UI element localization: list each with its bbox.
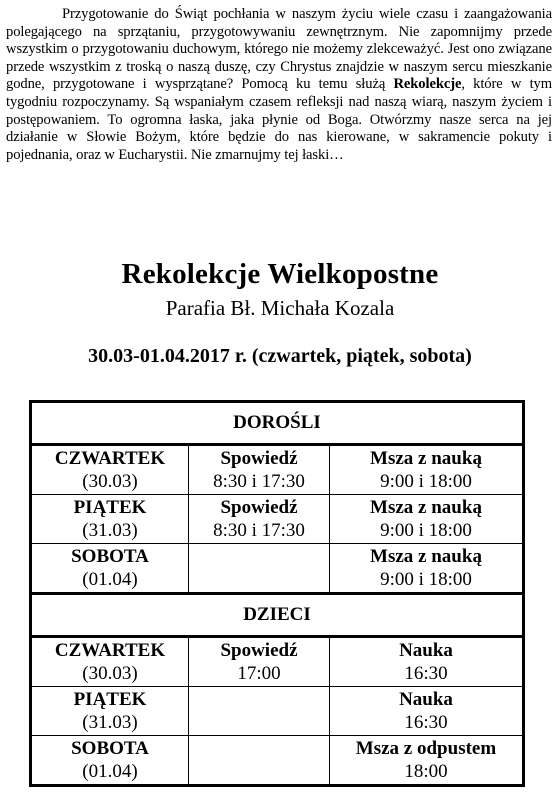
section-heading-children: DZIECI xyxy=(32,595,522,638)
page-title: Rekolekcje Wielkopostne xyxy=(121,258,439,290)
mass-cell xyxy=(330,495,522,543)
teaching-time: 16:30 xyxy=(404,712,448,733)
confession-label: Spowiedź xyxy=(220,497,298,518)
mass-label: Msza z odpustem xyxy=(355,738,497,759)
mass-time: 9:00 i 18:00 xyxy=(380,569,472,590)
mass-cell xyxy=(330,446,522,494)
day-cell xyxy=(32,446,189,494)
day-name: PIĄTEK xyxy=(73,689,147,710)
confession-time: 8:30 i 17:30 xyxy=(213,520,305,541)
day-date: (31.03) xyxy=(82,712,138,733)
section-heading-adults: DOROŚLI xyxy=(32,403,522,446)
parish-subtitle: Parafia Bł. Michała Kozala xyxy=(165,296,395,320)
teaching-label: Nauka xyxy=(399,689,453,710)
retreat-dates: 30.03-01.04.2017 r. (czwartek, piątek, sobota) xyxy=(88,345,472,367)
mass-cell xyxy=(330,736,522,784)
confession-cell xyxy=(189,736,330,784)
intro-text-2: , które w tym tygodniu rozpoczynamy. Są wspaniałym czasem refleksji nad naszą wiarą, naszym życiem i postępowaniem. To ogromna łaska, jaka płynie od Boga. Otwórzmy nasze serca na jej działanie w Słowie Bożym, które będzie do nas kierowane, w sakramencie pokuty i pojednania, oraz w Eucharystii. Nie zmarnujmy tej łaski… xyxy=(6,76,552,163)
day-cell xyxy=(32,544,189,592)
day-cell xyxy=(32,638,189,686)
confession-cell xyxy=(189,446,330,494)
teaching-time: 16:30 xyxy=(404,663,448,684)
mass-label: Msza z nauką xyxy=(370,497,482,518)
schedule-table xyxy=(29,400,525,787)
confession-cell xyxy=(189,638,330,686)
day-cell xyxy=(32,736,189,784)
table-row xyxy=(32,638,522,687)
table-row xyxy=(32,446,522,495)
intro-text-1: Przygotowanie do Świąt pochłania w naszym życiu wiele czasu i zaangażowania polegającego na sprzątaniu, przygotowywaniu zewnętrznym. Nie zapomnijmy przede wszystkim o przygotowaniu duchowym, którego nie możemy zlekceważyć. Jest ono związane przede wszystkim z troską o naszą duszę, czy Chrystus znajdzie w naszym sercu mieszkanie godne, przygotowane i wysprzątane? Pomocą ku temu służą xyxy=(6,6,552,93)
mass-cell xyxy=(330,544,522,592)
day-cell xyxy=(32,687,189,735)
confession-cell xyxy=(189,544,330,592)
intro-bold-word: Rekolekcje xyxy=(393,76,462,93)
day-name: SOBOTA xyxy=(71,738,149,759)
teaching-label: Nauka xyxy=(399,640,453,661)
mass-time: 9:00 i 18:00 xyxy=(380,471,472,492)
table-row xyxy=(32,495,522,544)
day-cell xyxy=(32,495,189,543)
mass-time: 9:00 i 18:00 xyxy=(380,520,472,541)
table-row xyxy=(32,544,522,595)
confession-time: 17:00 xyxy=(237,663,281,684)
confession-time: 8:30 i 17:30 xyxy=(213,471,305,492)
day-name: CZWARTEK xyxy=(54,640,166,661)
day-date: (01.04) xyxy=(82,569,138,590)
confession-cell xyxy=(189,495,330,543)
teaching-cell xyxy=(330,687,522,735)
teaching-cell xyxy=(330,638,522,686)
day-name: PIĄTEK xyxy=(73,497,147,518)
intro-paragraph xyxy=(6,6,552,164)
day-date: (31.03) xyxy=(82,520,138,541)
mass-label: Msza z nauką xyxy=(370,448,482,469)
confession-label: Spowiedź xyxy=(220,640,298,661)
day-name: SOBOTA xyxy=(71,546,149,567)
mass-label: Msza z nauką xyxy=(370,546,482,567)
day-date: (30.03) xyxy=(82,471,138,492)
table-row xyxy=(32,736,522,784)
day-date: (01.04) xyxy=(82,761,138,782)
day-date: (30.03) xyxy=(82,663,138,684)
confession-cell xyxy=(189,687,330,735)
mass-time: 18:00 xyxy=(404,761,448,782)
day-name: CZWARTEK xyxy=(54,448,166,469)
confession-label: Spowiedź xyxy=(220,448,298,469)
table-row xyxy=(32,687,522,736)
